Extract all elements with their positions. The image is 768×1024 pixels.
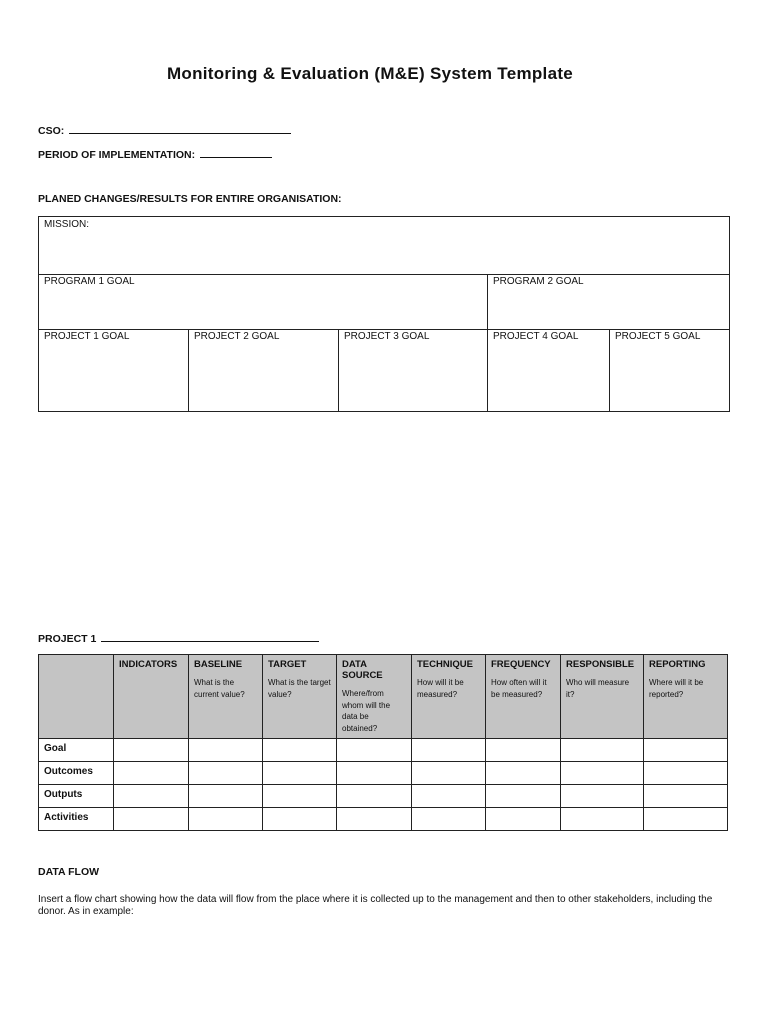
table-cell[interactable] bbox=[644, 808, 728, 831]
table-cell[interactable] bbox=[561, 762, 644, 785]
document-title: Monitoring & Evaluation (M&E) System Template bbox=[166, 64, 574, 83]
project-5-goal-cell[interactable]: PROJECT 5 GOAL bbox=[615, 331, 701, 342]
header-technique: TECHNIQUE How will it be measured? bbox=[412, 655, 486, 739]
table-row bbox=[39, 739, 728, 762]
header-baseline: BASELINE What is the current value? bbox=[189, 655, 263, 739]
row-label-outcomes: Outcomes bbox=[39, 762, 114, 785]
table-cell[interactable] bbox=[486, 785, 561, 808]
table-cell[interactable] bbox=[412, 762, 486, 785]
row-label-outputs: Outputs bbox=[39, 785, 114, 808]
mission-cell[interactable]: MISSION: bbox=[44, 219, 90, 230]
project-1-label: PROJECT 1 bbox=[38, 633, 97, 645]
table-cell[interactable] bbox=[486, 762, 561, 785]
period-blank-field[interactable] bbox=[200, 148, 272, 158]
project-2-goal-cell[interactable]: PROJECT 2 GOAL bbox=[194, 331, 280, 342]
cso-label: CSO: bbox=[38, 125, 65, 137]
table-cell[interactable] bbox=[644, 762, 728, 785]
period-line bbox=[38, 148, 272, 161]
header-blank bbox=[39, 655, 114, 739]
table-cell[interactable] bbox=[412, 808, 486, 831]
table-cell[interactable] bbox=[561, 785, 644, 808]
table-cell[interactable] bbox=[189, 785, 263, 808]
cso-line bbox=[38, 124, 291, 137]
table-cell[interactable] bbox=[337, 785, 412, 808]
data-flow-instructions: Insert a flow chart showing how the data will flow from the place where it is collected up to the management and then to other stakeholders, including the donor. As in example: bbox=[38, 894, 713, 917]
row-label-activities: Activities bbox=[39, 808, 114, 831]
table-cell[interactable] bbox=[486, 739, 561, 762]
table-cell[interactable] bbox=[114, 808, 189, 831]
program-2-goal-cell[interactable]: PROGRAM 2 GOAL bbox=[493, 276, 584, 287]
planned-changes-grid bbox=[38, 216, 730, 412]
table-cell[interactable] bbox=[263, 762, 337, 785]
header-reporting: REPORTING Where will it be reported? bbox=[644, 655, 728, 739]
header-frequency: FREQUENCY How often will it be measured? bbox=[486, 655, 561, 739]
project-1-line bbox=[38, 632, 319, 645]
table-cell[interactable] bbox=[412, 785, 486, 808]
table-cell[interactable] bbox=[561, 739, 644, 762]
table-cell[interactable] bbox=[337, 808, 412, 831]
table-cell[interactable] bbox=[337, 739, 412, 762]
period-label: PERIOD OF IMPLEMENTATION: bbox=[38, 149, 196, 161]
table-cell[interactable] bbox=[644, 739, 728, 762]
table-row bbox=[39, 785, 728, 808]
table-header-row bbox=[39, 655, 728, 739]
project-1-goal-cell[interactable]: PROJECT 1 GOAL bbox=[44, 331, 130, 342]
data-flow-heading: DATA FLOW bbox=[38, 866, 100, 878]
cso-blank-field[interactable] bbox=[69, 124, 291, 134]
header-data-source: DATA SOURCE Where/from whom will the data be obtained? bbox=[337, 655, 412, 739]
table-cell[interactable] bbox=[337, 762, 412, 785]
table-cell[interactable] bbox=[644, 785, 728, 808]
header-responsible: RESPONSIBLE Who will measure it? bbox=[561, 655, 644, 739]
table-row bbox=[39, 808, 728, 831]
table-cell[interactable] bbox=[189, 739, 263, 762]
table-cell[interactable] bbox=[189, 808, 263, 831]
table-row bbox=[39, 762, 728, 785]
header-target: TARGET What is the target value? bbox=[263, 655, 337, 739]
me-framework-table bbox=[38, 654, 728, 831]
project-4-goal-cell[interactable]: PROJECT 4 GOAL bbox=[493, 331, 579, 342]
table-cell[interactable] bbox=[561, 808, 644, 831]
table-cell[interactable] bbox=[114, 762, 189, 785]
table-cell[interactable] bbox=[114, 739, 189, 762]
table-cell[interactable] bbox=[189, 762, 263, 785]
table-cell[interactable] bbox=[114, 785, 189, 808]
table-cell[interactable] bbox=[263, 739, 337, 762]
project-1-blank-field[interactable] bbox=[101, 632, 319, 642]
table-cell[interactable] bbox=[412, 739, 486, 762]
header-indicators: INDICATORS bbox=[114, 655, 189, 739]
table-cell[interactable] bbox=[263, 808, 337, 831]
planned-changes-heading: PLANED CHANGES/RESULTS FOR ENTIRE ORGANISATION: bbox=[38, 193, 342, 205]
project-3-goal-cell[interactable]: PROJECT 3 GOAL bbox=[344, 331, 430, 342]
program-1-goal-cell[interactable]: PROGRAM 1 GOAL bbox=[44, 276, 135, 287]
row-label-goal: Goal bbox=[39, 739, 114, 762]
table-cell[interactable] bbox=[263, 785, 337, 808]
table-cell[interactable] bbox=[486, 808, 561, 831]
